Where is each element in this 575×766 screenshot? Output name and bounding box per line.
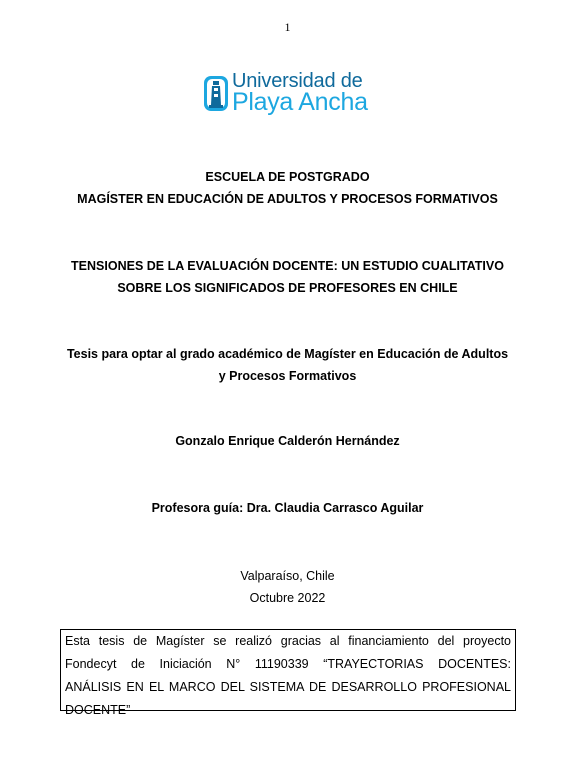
logo-text-line1: Universidad de — [232, 70, 363, 92]
thesis-title-line2: SOBRE LOS SIGNIFICADOS DE PROFESORES EN CHILE — [117, 281, 458, 295]
school-name: ESCUELA DE POSTGRADO — [205, 170, 370, 184]
lighthouse-icon — [203, 72, 229, 112]
degree-statement-line2: y Procesos Formativos — [218, 369, 357, 383]
logo-text-line2: Playa Ancha — [232, 88, 368, 116]
advisor-name: Profesora guía: Dra. Claudia Carrasco Aguilar — [151, 501, 424, 515]
author-name: Gonzalo Enrique Calderón Hernández — [175, 434, 400, 448]
thesis-title-line1: TENSIONES DE LA EVALUACIÓN DOCENTE: UN ESTUDIO CUALITATIVO — [71, 259, 504, 273]
date: Octubre 2022 — [249, 591, 326, 605]
city: Valparaíso, Chile — [240, 569, 335, 583]
funding-note-box — [60, 629, 516, 717]
funding-line3: ANÁLISIS EN EL MARCO DEL SISTEMA DE DESARROLLO PROFESIONAL — [65, 680, 511, 694]
page-number: 1 — [284, 20, 291, 34]
funding-line1: Esta tesis de Magíster se realizó gracias al financiamiento del proyecto — [65, 634, 511, 648]
funding-line2: Fondecyt de Iniciación N° 11190339 “TRAYECTORIAS DOCENTES: — [65, 657, 511, 671]
degree-statement — [0, 343, 575, 387]
university-logo — [203, 70, 378, 116]
thesis-title — [0, 255, 575, 299]
degree-statement-line1: Tesis para optar al grado académico de Magíster en Educación de Adultos — [66, 347, 509, 361]
program-name: MAGÍSTER EN EDUCACIÓN DE ADULTOS Y PROCESOS FORMATIVOS — [77, 192, 498, 206]
funding-line4: DOCENTE” — [65, 703, 131, 717]
